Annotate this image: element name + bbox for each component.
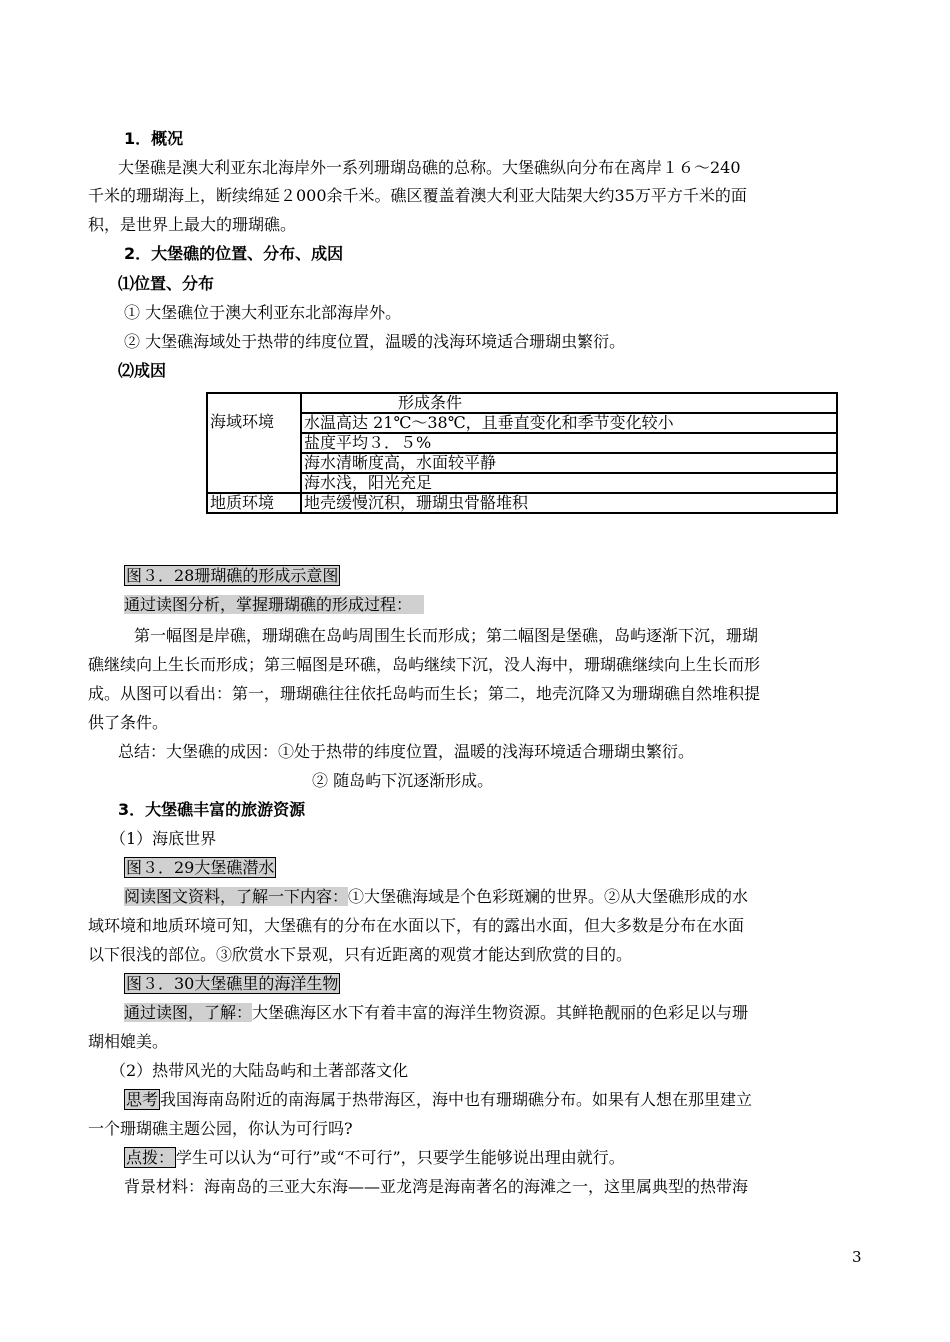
- paragraph-line: 以下很浅的部位。③欣赏水下景观，只有近距离的观赏才能达到欣赏的目的。: [88, 945, 633, 964]
- paragraph-line: 第一幅图是岸礁，珊瑚礁在岛屿周围生长而形成；第二幅图是堡礁，岛屿逐渐下沉，珊瑚: [134, 626, 759, 645]
- subheading-cause: ⑵成因: [118, 361, 167, 380]
- subheading-islands: （2）热带风光的大陆岛屿和土著部落文化: [110, 1061, 409, 1080]
- reading-task: 通过读图，了解：: [124, 1003, 253, 1022]
- point-1: ① 大堡礁位于澳大利亚东北部海岸外。: [124, 303, 402, 322]
- paragraph-text: ①大堡礁海域是个色彩斑斓的世界。②从大堡礁形成的水: [348, 887, 749, 906]
- paragraph-text: 大堡礁海区水下有着丰富的海洋生物资源。其鲜艳靓丽的色彩足以与珊: [252, 1003, 749, 1022]
- table-group-sea: 海域环境: [207, 413, 301, 493]
- subheading-location: ⑴位置、分布: [118, 274, 215, 293]
- page-number: 3: [852, 1248, 862, 1266]
- paragraph-line: 成。从图可以看出：第一，珊瑚礁往往依托岛屿而生长；第二，地壳沉降又为珊瑚礁自然堆积提: [88, 684, 761, 703]
- figure-label-3-29: 图３．29大堡礁潜水: [126, 858, 275, 877]
- table-cell: 海水清晰度高，水面较平静: [301, 453, 837, 473]
- table-header-cell: 形成条件: [301, 393, 837, 413]
- table-corner-cell: [207, 393, 301, 413]
- section-2-heading: 2．大堡礁的位置、分布、成因: [124, 244, 344, 263]
- section-1-heading: 1．概况: [124, 129, 184, 148]
- table-cell: 海水浅，阳光充足: [301, 473, 837, 493]
- paragraph-text: 我国海南岛附近的南海属于热带海区，海中也有珊瑚礁分布。如果有人想在那里建立: [160, 1090, 753, 1109]
- formation-conditions-table: [206, 392, 838, 514]
- paragraph-line: 礁继续向上生长而形成；第三幅图是环礁，岛屿继续下沉，没人海中，珊瑚礁继续向上生长而形: [88, 655, 761, 674]
- summary-line: 总结：大堡礁的成因：①处于热带的纬度位置，温暖的浅海环境适合珊瑚虫繁衍。: [118, 742, 695, 761]
- subheading-underwater: （1）海底世界: [110, 829, 217, 848]
- paragraph-text: 学生可以认为“可行”或“不可行”，只要学生能够说出理由就行。: [176, 1148, 625, 1167]
- paragraph-line: 千米的珊瑚海上，断续绵延２000余千米。礁区覆盖着澳大利亚大陆架大约35万平方千米的面: [88, 186, 747, 205]
- paragraph-line: 域环境和地质环境可知，大堡礁有的分布在水面以下，有的露出水面，但大多数是分布在水面: [88, 916, 745, 935]
- reading-task: 通过读图分析，掌握珊瑚礁的形成过程：: [124, 595, 424, 614]
- table-group-geology: 地质环境: [207, 493, 301, 513]
- figure-label-3-28: 图３．28珊瑚礁的形成示意图: [126, 566, 339, 585]
- background-material: 背景材料：海南岛的三亚大东海——亚龙湾是海南著名的海滩之一，这里属典型的热带海: [124, 1177, 749, 1196]
- table-cell: 盐度平均３．５%: [301, 433, 837, 453]
- hint-tag: 点拨：: [126, 1148, 175, 1167]
- reading-task: 阅读图文资料，了解一下内容：: [124, 887, 349, 906]
- paragraph-line: 供了条件。: [88, 713, 169, 732]
- table-cell: 水温高达 21℃～38℃，且垂直变化和季节变化较小: [301, 413, 837, 433]
- think-tag: 思考: [126, 1090, 159, 1109]
- paragraph-line: 大堡礁是澳大利亚东北海岸外一系列珊瑚岛礁的总称。大堡礁纵向分布在离岸１６～240: [118, 158, 741, 177]
- figure-label-3-30: 图３．30大堡礁里的海洋生物: [126, 974, 339, 993]
- table-cell: 地壳缓慢沉积，珊瑚虫骨骼堆积: [301, 493, 837, 513]
- section-3-heading: 3．大堡礁丰富的旅游资源: [118, 800, 306, 819]
- paragraph-line: 一个珊瑚礁主题公园，你认为可行吗?: [88, 1119, 353, 1138]
- summary-line: ② 随岛屿下沉逐渐形成。: [312, 771, 494, 790]
- paragraph-line: 瑚相媲美。: [88, 1032, 169, 1051]
- paragraph-line: 积，是世界上最大的珊瑚礁。: [88, 215, 297, 234]
- point-2: ② 大堡礁海域处于热带的纬度位置，温暖的浅海环境适合珊瑚虫繁衍。: [124, 332, 626, 351]
